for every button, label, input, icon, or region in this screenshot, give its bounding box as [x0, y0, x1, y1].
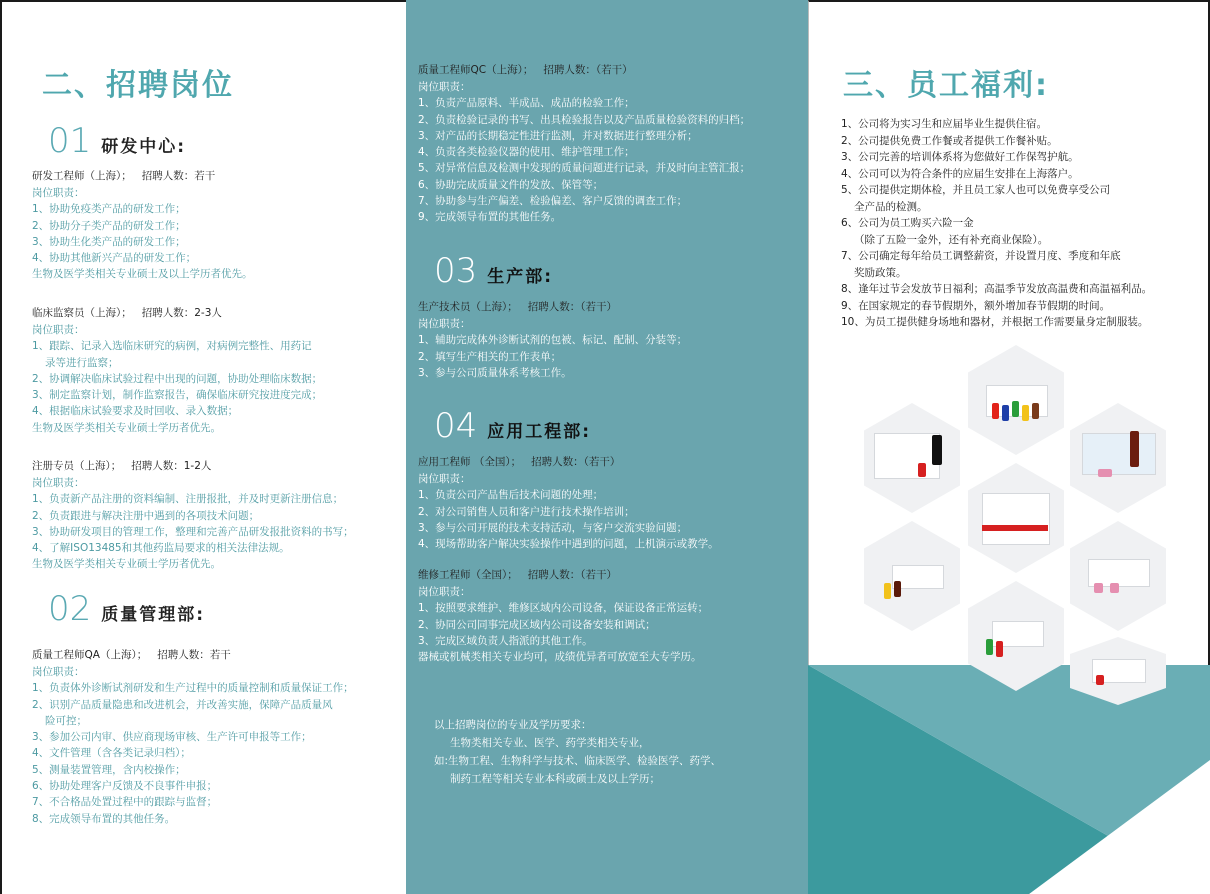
benefit-item: 全产品的检测。	[854, 200, 928, 213]
product-image	[864, 403, 960, 513]
job-header	[418, 299, 687, 316]
duty-line: 2、负责检验记录的书写、出具检验报告以及产品质量检验资料的归档；	[418, 113, 751, 126]
duty-line: 3、参与公司质量体系考核工作。	[418, 366, 572, 379]
job-title: 注册专员（上海）；	[32, 460, 122, 472]
product-image	[968, 345, 1064, 455]
job-registration	[32, 458, 354, 573]
duty-line: 1、负责新产品注册的资料编制、注册报批，并及时更新注册信息；	[32, 493, 344, 506]
requirements-line: 以上招聘岗位的专业及学历要求：	[434, 719, 592, 731]
duty-line: 2、对公司销售人员和客户进行技术操作培训；	[418, 505, 635, 518]
job-qc-engineer	[418, 62, 750, 226]
job-application-engineer	[418, 454, 719, 552]
duty-line: 1、跟踪、记录入选临床研究的病例，对病例完整性、用药记	[32, 340, 312, 353]
job-header	[418, 62, 750, 79]
section-title: 二、招聘岗位	[42, 68, 234, 103]
duty-line: 3、参加公司内审、供应商现场审核、生产许可申报等工作；	[32, 731, 312, 744]
benefit-item: 1、公司将为实习生和应届毕业生提供住宿。	[841, 118, 1048, 130]
benefit-item: 奖励政策。	[854, 266, 907, 279]
left-panel	[0, 0, 406, 894]
job-header	[32, 458, 354, 475]
job-count: 招聘人数：1-2人	[131, 460, 212, 472]
job-title: 生产技术员（上海）；	[418, 301, 518, 313]
requirements-line: 制药工程等相关专业本科或硕士及以上学历；	[450, 773, 660, 785]
dept-application	[434, 406, 592, 446]
duty-line: 生物及医学类相关专业硕士学历者优先。	[32, 558, 221, 571]
product-image	[968, 581, 1064, 691]
duty-line: 1、负责产品原料、半成品、成品的检验工作；	[418, 97, 635, 110]
benefit-item: 3、公司完善的培训体系将为您做好工作保驾护航。	[841, 151, 1079, 163]
duty-line: 9、完成领导布置的其他任务。	[418, 211, 562, 224]
job-count: 招聘人数：（若干）	[531, 456, 621, 468]
job-maintenance-engineer	[418, 567, 708, 665]
duty-line: 2、协同公司同事完成区域内公司设备安装和调试；	[418, 618, 656, 631]
job-clinical-monitor	[32, 305, 322, 436]
duty-line: 4、文件管理（含各类记录归档）；	[32, 747, 191, 760]
job-header	[418, 567, 708, 584]
duty-line: 6、协助完成质量文件的发放、保管等；	[418, 178, 604, 191]
job-production-tech	[418, 299, 687, 381]
product-image	[1070, 521, 1166, 631]
dept-name: 质量管理部:	[101, 605, 206, 625]
benefit-item: 10、为员工提供健身场地和器材，并根据工作需要量身定制服装。	[841, 316, 1149, 328]
requirements-line: 生物类相关专业、医学、药学类相关专业，	[450, 737, 650, 749]
product-image	[968, 463, 1064, 573]
benefit-item: 7、公司确定每年给员工调整薪资，并设置月度、季度和年底	[841, 250, 1121, 262]
duty-line: 3、协助研发项目的管理工作，整理和完善产品研发报批资料的书写；	[32, 525, 354, 538]
dept-name: 应用工程部:	[487, 422, 592, 442]
job-count: 招聘人数：（若干）	[543, 64, 633, 76]
duty-line: 4、了解ISO13485和其他药监局要求的相关法律法规。	[32, 542, 290, 555]
job-count: 招聘人数：（若干）	[527, 301, 617, 313]
dept-rd	[48, 121, 187, 161]
product-image	[1070, 403, 1166, 513]
benefit-item: 2、公司提供免费工作餐或者提供工作餐补贴。	[841, 134, 1058, 147]
dept-number: 03	[434, 251, 478, 291]
job-title: 应用工程师 （全国）；	[418, 456, 522, 468]
dept-number: 02	[48, 589, 92, 629]
duty-line: 3、制定监察计划，制作监察报告，确保临床研究按进度完成；	[32, 389, 323, 402]
dept-quality	[48, 589, 206, 629]
duty-line: 1、按照要求维护、维修区域内公司设备，保证设备正常运转；	[418, 602, 709, 615]
duty-line: 6、协助处理客户反馈及不良事件申报；	[32, 780, 218, 793]
duty-line: 生物及医学类相关专业硕士及以上学历者优先。	[32, 268, 253, 281]
benefit-item: 4、公司可以为符合条件的应届生安排在上海落户。	[841, 167, 1079, 180]
job-title: 研发工程师（上海）；	[32, 170, 132, 182]
duty-line: 3、完成区域负责人指派的其他工作。	[418, 634, 593, 647]
duty-line: 7、不合格品处置过程中的跟踪与监督；	[32, 796, 218, 809]
job-title: 质量工程师QC（上海）；	[418, 64, 534, 76]
duty-line: 录等进行监察；	[45, 356, 119, 369]
benefit-item: （除了五险一金外，还有补充商业保险）。	[854, 233, 1049, 246]
benefits-list	[841, 116, 1152, 331]
job-header	[418, 454, 719, 471]
section-title-recruitment	[42, 60, 234, 104]
duty-label: 岗位职责：	[32, 477, 85, 489]
duty-label: 岗位职责：	[32, 187, 85, 199]
section-title: 三、员工福利:	[843, 68, 1049, 103]
duty-line: 2、识别产品质量隐患和改进机会，并改善实施，保障产品质量风	[32, 698, 333, 711]
job-count: 招聘人数：若干	[141, 170, 216, 182]
duty-line: 8、完成领导布置的其他任务。	[32, 812, 176, 825]
middle-panel	[406, 0, 808, 894]
duty-line: 7、协助参与生产偏差、检验偏差、客户反馈的调查工作；	[418, 195, 688, 208]
duty-line: 4、根据临床试验要求及时回收、录入数据；	[32, 405, 239, 418]
job-rd-engineer	[32, 168, 253, 283]
duty-label: 岗位职责：	[418, 318, 471, 330]
duty-label: 岗位职责：	[418, 81, 471, 93]
job-title: 质量工程师QA（上海）；	[32, 649, 148, 661]
duty-label: 岗位职责：	[418, 473, 471, 485]
duty-line: 1、负责公司产品售后技术问题的处理；	[418, 489, 604, 502]
product-image	[1070, 637, 1166, 705]
benefit-item: 5、公司提供定期体检，并且员工家人也可以免费享受公司	[841, 184, 1111, 196]
job-count: 招聘人数：若干	[157, 649, 231, 661]
job-header	[32, 305, 322, 322]
duty-line: 4、协助其他新兴产品的研发工作；	[32, 252, 197, 265]
duty-line: 5、对异常信息及检测中发现的质量问题进行记录，并及时向主管汇报；	[418, 162, 751, 175]
benefit-item: 8、逢年过节会发放节日福利；高温季节发放高温费和高温福利品。	[841, 283, 1153, 295]
duty-line: 2、协助分子类产品的研发工作；	[32, 219, 186, 232]
requirements-line: 如:生物工程、生物科学与技术、临床医学、检验医学、药学、	[434, 755, 722, 767]
job-qa-engineer	[32, 647, 354, 827]
benefit-item: 6、公司为员工购买六险一金	[841, 217, 974, 229]
product-image	[864, 521, 960, 631]
dept-number: 04	[434, 406, 478, 446]
requirements-note	[434, 716, 721, 788]
duty-line: 1、负责体外诊断试剂研发和生产过程中的质量控制和质量保证工作；	[32, 682, 354, 695]
duty-line: 器械或机械类相关专业均可，成绩优异者可放宽至大专学历。	[418, 651, 702, 664]
duty-line: 2、填写生产相关的工作表单；	[418, 350, 562, 363]
job-count: 招聘人数：2-3人	[141, 307, 222, 319]
duty-line: 3、对产品的长期稳定性进行监测，并对数据进行整理分析；	[418, 129, 698, 142]
section-title-benefits	[843, 60, 1049, 104]
duty-line: 4、现场帮助客户解决实验操作中遇到的问题，上机演示或教学。	[418, 538, 719, 551]
duty-line: 5、测量装置管理，含内校操作；	[32, 763, 186, 776]
duty-label: 岗位职责：	[32, 324, 85, 336]
duty-line: 1、辅助完成体外诊断试剂的包被、标记、配制、分装等；	[418, 334, 688, 347]
dept-name: 研发中心:	[101, 137, 187, 157]
job-title: 维修工程师（全国）；	[418, 569, 518, 581]
duty-line: 3、参与公司开展的技术支持活动，与客户交流实验问题；	[418, 521, 688, 534]
benefit-item: 9、在国家规定的春节假期外，额外增加春节假期的时间。	[841, 299, 1111, 312]
duty-line: 3、协助生化类产品的研发工作；	[32, 235, 186, 248]
job-header	[32, 647, 354, 664]
duty-line: 险可控；	[45, 714, 87, 727]
job-header	[32, 168, 253, 185]
dept-production	[434, 251, 554, 291]
duty-line: 4、负责各类检验仪器的使用、维护管理工作；	[418, 146, 635, 159]
duty-line: 1、协助免疫类产品的研发工作；	[32, 203, 186, 216]
job-title: 临床监察员（上海）；	[32, 307, 132, 319]
dept-name: 生产部:	[487, 267, 554, 287]
duty-line: 生物及医学类相关专业硕士学历者优先。	[32, 421, 221, 434]
duty-line: 2、负责跟进与解决注册中遇到的各项技术问题；	[32, 509, 260, 522]
dept-number: 01	[48, 121, 92, 161]
duty-label: 岗位职责：	[418, 586, 471, 598]
duty-line: 2、协调解决临床试验过程中出现的问题，协助处理临床数据；	[32, 372, 323, 385]
duty-label: 岗位职责：	[32, 666, 85, 678]
job-count: 招聘人数：（若干）	[527, 569, 617, 581]
product-collage	[856, 345, 1196, 705]
